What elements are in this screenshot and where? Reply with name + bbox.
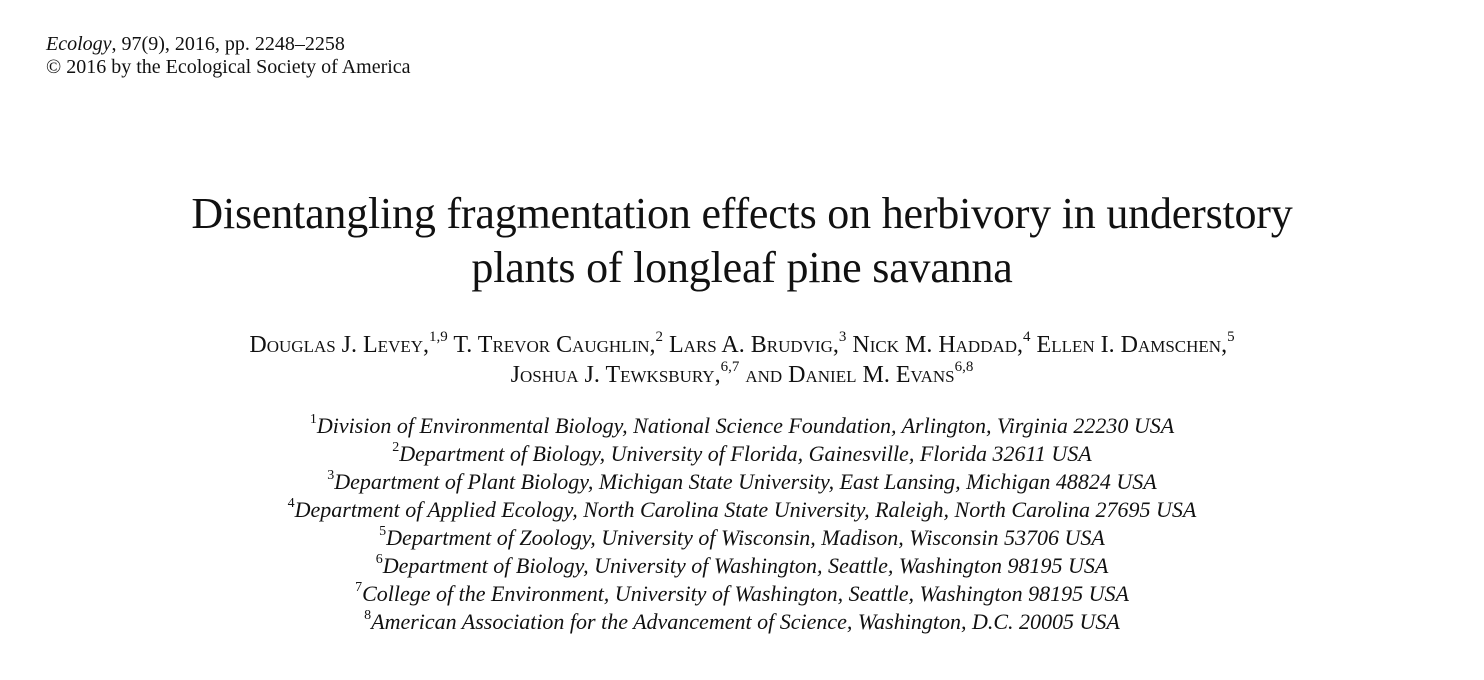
- affiliation-text: Department of Applied Ecology, North Carolina State University, Raleigh, North Carolina 27695 USA: [294, 497, 1197, 522]
- author-affiliation-marker: 6,8: [954, 359, 974, 375]
- affiliation-text: Division of Environmental Biology, National Science Foundation, Arlington, Virginia 22230 USA: [316, 413, 1175, 438]
- affiliation-number: 4: [287, 495, 295, 511]
- affiliation-number: 2: [392, 439, 400, 455]
- affiliation-3: [0, 468, 1484, 496]
- volume-issue-pages: , 97(9), 2016, pp. 2248–2258: [111, 33, 345, 55]
- affiliation-list: [0, 412, 1484, 636]
- author-affiliation-marker: 2: [655, 329, 664, 345]
- author-name: Lars A. Brudvig,: [669, 332, 839, 358]
- affiliation-text: College of the Environment, University of Washington, Seattle, Washington 98195 USA: [362, 581, 1129, 606]
- title-line-1: Disentangling fragmentation effects on herbivory in understory: [191, 189, 1293, 238]
- author-name: Nick M. Haddad,: [852, 332, 1024, 358]
- affiliation-number: 8: [364, 607, 372, 623]
- affiliation-8: [0, 608, 1484, 636]
- affiliation-text: Department of Plant Biology, Michigan State University, East Lansing, Michigan 48824 USA: [334, 469, 1157, 494]
- affiliation-number: 1: [309, 411, 317, 427]
- affiliation-5: [0, 524, 1484, 552]
- author-affiliation-marker: 5: [1227, 329, 1235, 345]
- author-line-2: [0, 360, 1484, 390]
- article-title: [0, 187, 1484, 295]
- affiliation-text: Department of Biology, University of Florida, Gainesville, Florida 32611 USA: [399, 441, 1092, 466]
- affiliation-6: [0, 552, 1484, 580]
- author-name: Daniel M. Evans: [788, 362, 955, 388]
- author-line-1: [0, 330, 1484, 360]
- affiliation-number: 5: [379, 523, 387, 539]
- author-name: Joshua J. Tewksbury,: [510, 362, 721, 388]
- affiliation-number: 7: [355, 579, 363, 595]
- affiliation-number: 6: [375, 551, 383, 567]
- affiliation-2: [0, 440, 1484, 468]
- affiliation-4: [0, 496, 1484, 524]
- affiliation-1: [0, 412, 1484, 440]
- author-name: Douglas J. Levey,: [249, 332, 430, 358]
- affiliation-number: 3: [327, 467, 335, 483]
- copyright-line: © 2016 by the Ecological Society of America: [46, 56, 411, 78]
- author-name: Ellen I. Damschen,: [1036, 332, 1228, 358]
- title-line-2: plants of longleaf pine savanna: [471, 243, 1013, 292]
- author-conjunction: and: [745, 362, 783, 388]
- author-affiliation-marker: 1,9: [429, 329, 448, 345]
- affiliation-text: Department of Zoology, University of Wisconsin, Madison, Wisconsin 53706 USA: [386, 525, 1105, 550]
- author-affiliation-marker: 6,7: [720, 359, 740, 375]
- journal-citation: [46, 33, 411, 79]
- affiliation-text: American Association for the Advancement of Science, Washington, D.C. 20005 USA: [371, 609, 1120, 634]
- citation-line: [46, 33, 411, 56]
- affiliation-text: Department of Biology, University of Washington, Seattle, Washington 98195 USA: [382, 553, 1109, 578]
- author-name: T. Trevor Caughlin,: [453, 332, 656, 358]
- journal-name: Ecology: [46, 33, 112, 55]
- author-affiliation-marker: 4: [1023, 329, 1031, 345]
- author-list: [0, 330, 1484, 390]
- author-affiliation-marker: 3: [838, 329, 847, 345]
- affiliation-7: [0, 580, 1484, 608]
